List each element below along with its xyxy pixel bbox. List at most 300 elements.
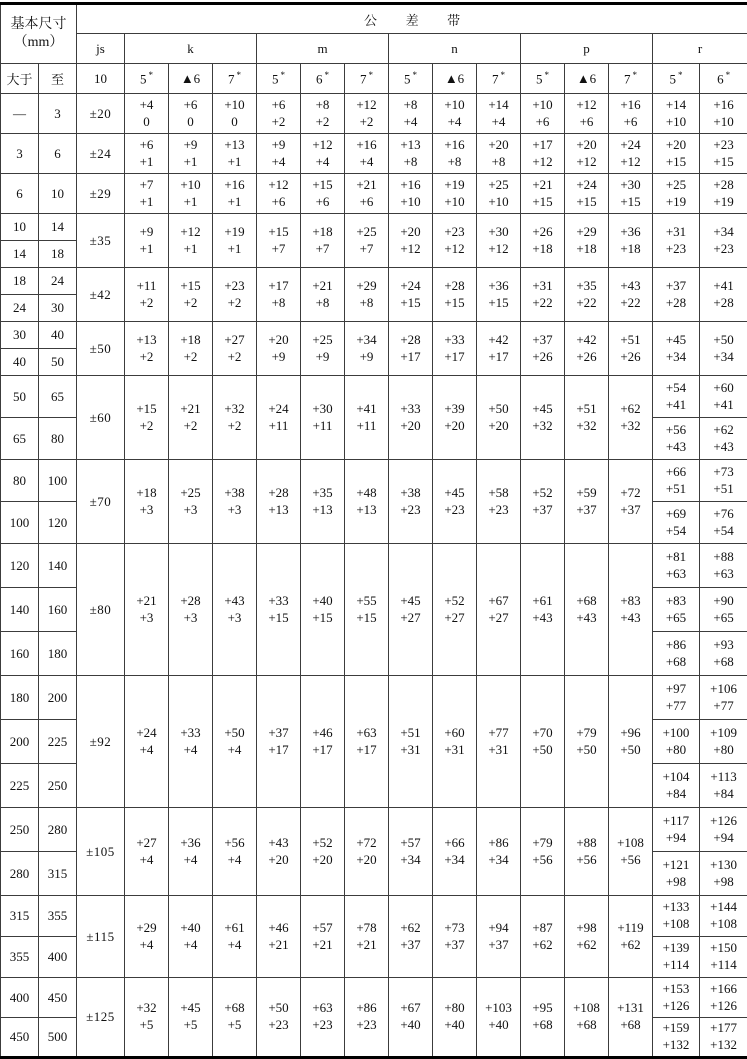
- tolerance-cell-p0: [521, 896, 565, 978]
- lower-deviation: 0: [187, 113, 194, 129]
- lower-deviation: +84: [665, 785, 687, 801]
- lower-deviation: +13: [312, 501, 333, 517]
- upper-deviation: +33: [268, 592, 289, 608]
- tolerance-cell-m0: [257, 460, 301, 544]
- size-to: 315: [39, 852, 77, 896]
- lower-deviation: +37: [620, 501, 641, 517]
- upper-deviation: +62: [713, 421, 734, 437]
- grade-header-n: 5 *: [389, 64, 433, 94]
- lower-deviation: +114: [710, 957, 737, 972]
- lower-deviation: +8: [491, 153, 506, 169]
- upper-deviation: +36: [620, 223, 641, 239]
- lower-deviation: +126: [710, 997, 738, 1013]
- upper-deviation: +109: [710, 724, 738, 740]
- tolerance-cell-r1: [700, 376, 747, 418]
- lower-deviation: +20: [356, 851, 377, 867]
- tolerance-cell-p0: [521, 808, 565, 896]
- tolerance-cell-p2: [609, 94, 653, 134]
- lower-deviation: +34: [400, 851, 421, 867]
- upper-deviation: +28: [444, 277, 465, 293]
- js-value: ±42: [77, 268, 125, 322]
- lower-deviation: +18: [532, 240, 553, 256]
- lower-deviation: +2: [271, 113, 286, 129]
- zone-header-k: k: [125, 34, 257, 64]
- lower-deviation: +63: [665, 565, 687, 581]
- upper-deviation: +50: [488, 400, 509, 416]
- tolerance-cell-n2: [477, 676, 521, 808]
- lower-deviation: +8: [271, 294, 286, 310]
- tolerance-cell-p1: [565, 808, 609, 896]
- lower-deviation: +18: [576, 240, 597, 256]
- lower-deviation: +11: [268, 417, 289, 433]
- upper-deviation: +153: [662, 980, 690, 996]
- tolerance-cell-m1: [301, 978, 345, 1058]
- tolerance-cell-m1: [301, 460, 345, 544]
- upper-deviation: +16: [444, 136, 465, 152]
- upper-deviation: +24: [576, 176, 597, 192]
- lower-deviation: +23: [268, 1017, 289, 1032]
- lower-deviation: +77: [665, 697, 687, 713]
- tolerance-cell-m1: [301, 214, 345, 268]
- star-marker: *: [324, 69, 329, 80]
- tolerance-cell-k2: [213, 214, 257, 268]
- tolerance-cell-m1: [301, 676, 345, 808]
- lower-deviation: +8: [447, 153, 462, 169]
- upper-deviation: +52: [532, 484, 553, 500]
- tolerance-cell-m0: [257, 676, 301, 808]
- upper-deviation: +66: [444, 834, 465, 850]
- grade-header-p: 7 *: [609, 64, 653, 94]
- upper-deviation: +39: [444, 400, 465, 416]
- tolerance-cell-k0: [125, 214, 169, 268]
- js-value: ±60: [77, 376, 125, 460]
- tolerance-cell-r0: [653, 376, 700, 418]
- lower-deviation: +23: [713, 240, 734, 256]
- lower-deviation: +21: [312, 936, 333, 952]
- tolerance-cell-r1: [700, 544, 747, 588]
- tolerance-cell-p0: [521, 322, 565, 376]
- lower-deviation: +94: [713, 829, 734, 845]
- tolerance-cell-r1: [700, 214, 747, 268]
- upper-deviation: +50: [224, 724, 245, 740]
- lower-deviation: +2: [183, 417, 198, 433]
- lower-deviation: +50: [620, 741, 641, 757]
- tolerance-cell-p1: [565, 268, 609, 322]
- tolerance-cell-n0: [389, 544, 433, 676]
- upper-deviation: +25: [665, 176, 687, 192]
- tolerance-cell-n2: [477, 94, 521, 134]
- upper-deviation: +117: [662, 812, 690, 828]
- size-to: 200: [39, 676, 77, 720]
- upper-deviation: +24: [620, 136, 641, 152]
- lower-deviation: +15: [488, 294, 509, 310]
- tolerance-cell-m1: [301, 268, 345, 322]
- tolerance-cell-r0: [653, 268, 700, 322]
- tolerance-cell-m1: [301, 896, 345, 978]
- tolerance-cell-m0: [257, 376, 301, 460]
- lower-deviation: +68: [532, 1017, 553, 1032]
- tolerance-cell-k1: [169, 808, 213, 896]
- tolerance-cell-p0: [521, 460, 565, 544]
- lower-deviation: +8: [359, 294, 374, 310]
- upper-deviation: +9: [271, 136, 286, 152]
- upper-deviation: +33: [444, 331, 465, 347]
- table-row: [1, 460, 747, 502]
- lower-deviation: +40: [444, 1017, 465, 1032]
- upper-deviation: +20: [665, 136, 687, 152]
- lower-deviation: +22: [532, 294, 553, 310]
- lower-deviation: +17: [444, 348, 465, 364]
- upper-deviation: +46: [268, 919, 289, 935]
- tolerance-cell-m2: [345, 268, 389, 322]
- lower-deviation: +54: [665, 522, 687, 538]
- upper-deviation: +131: [617, 1000, 644, 1016]
- tolerance-cell-m0: [257, 94, 301, 134]
- tolerance-cell-k2: [213, 808, 257, 896]
- lower-deviation: +43: [576, 609, 597, 625]
- upper-deviation: +37: [268, 724, 289, 740]
- tolerance-cell-n0: [389, 322, 433, 376]
- lower-deviation: +43: [713, 438, 734, 454]
- lower-deviation: +41: [713, 396, 734, 412]
- size-over: 280: [1, 852, 39, 896]
- lower-deviation: +62: [532, 936, 553, 952]
- upper-deviation: +67: [488, 592, 509, 608]
- tolerance-cell-m2: [345, 544, 389, 676]
- lower-deviation: +26: [620, 348, 641, 364]
- tolerance-cell-m0: [257, 174, 301, 214]
- upper-deviation: +62: [620, 400, 641, 416]
- tolerance-cell-p2: [609, 808, 653, 896]
- upper-deviation: +10: [224, 96, 245, 112]
- lower-deviation: +26: [576, 348, 597, 364]
- upper-deviation: +100: [662, 724, 690, 740]
- tolerance-cell-k2: [213, 676, 257, 808]
- tolerance-cell-n1: [433, 676, 477, 808]
- upper-deviation: +83: [665, 592, 687, 608]
- star-marker: *: [236, 69, 241, 80]
- upper-deviation: +43: [224, 592, 245, 608]
- zone-header-r: r: [653, 34, 747, 64]
- size-to: 450: [39, 978, 77, 1018]
- tolerance-cell-k0: [125, 978, 169, 1058]
- tolerance-cell-r0: [653, 322, 700, 376]
- upper-deviation: +18: [180, 331, 201, 347]
- upper-deviation: +58: [488, 484, 509, 500]
- upper-deviation: +6: [271, 96, 286, 112]
- tolerance-cell-r1: [700, 764, 747, 808]
- size-to: 400: [39, 937, 77, 978]
- tolerance-cell-r0: [653, 588, 700, 632]
- upper-deviation: +24: [400, 277, 421, 293]
- tolerance-cell-n0: [389, 214, 433, 268]
- tolerance-cell-k1: [169, 676, 213, 808]
- upper-deviation: +119: [617, 919, 644, 935]
- tolerance-cell-p2: [609, 268, 653, 322]
- size-over: 140: [1, 588, 39, 632]
- size-over: 65: [1, 418, 39, 460]
- tolerance-cell-p2: [609, 544, 653, 676]
- lower-deviation: +65: [713, 609, 734, 625]
- tolerance-cell-r1: [700, 134, 747, 174]
- upper-deviation: +68: [224, 1000, 245, 1016]
- tolerance-cell-k2: [213, 268, 257, 322]
- size-over: 200: [1, 720, 39, 764]
- star-marker: *: [632, 69, 637, 80]
- size-to: 80: [39, 418, 77, 460]
- lower-deviation: +21: [268, 936, 289, 952]
- upper-deviation: +72: [620, 484, 641, 500]
- tolerance-cell-r0: [653, 978, 700, 1018]
- basic-size-label: 基本尺寸: [10, 16, 67, 32]
- tolerance-cell-r1: [700, 502, 747, 544]
- tolerance-cell-n0: [389, 978, 433, 1058]
- upper-deviation: +79: [532, 834, 553, 850]
- upper-deviation: +144: [710, 899, 738, 915]
- lower-deviation: +12: [532, 153, 553, 169]
- upper-deviation: +48: [356, 484, 377, 500]
- upper-deviation: +16: [400, 176, 421, 192]
- grade-header-k: ▲6: [169, 64, 213, 94]
- upper-deviation: +98: [576, 919, 597, 935]
- table-row: [1, 174, 747, 214]
- size-to: 50: [39, 349, 77, 376]
- table-row: [1, 322, 747, 349]
- lower-deviation: +43: [620, 609, 641, 625]
- tolerance-cell-m2: [345, 808, 389, 896]
- js-value: ±92: [77, 676, 125, 808]
- tolerance-cell-p2: [609, 214, 653, 268]
- tolerance-cell-p1: [565, 978, 609, 1058]
- tolerance-cell-p2: [609, 322, 653, 376]
- tolerance-cell-p0: [521, 268, 565, 322]
- lower-deviation: +10: [713, 113, 734, 129]
- tolerance-cell-r0: [653, 676, 700, 720]
- table-row: [1, 676, 747, 720]
- tolerance-cell-m2: [345, 134, 389, 174]
- tolerance-cell-p0: [521, 174, 565, 214]
- upper-deviation: +14: [488, 96, 509, 112]
- upper-deviation: +16: [356, 136, 377, 152]
- table-row: [1, 268, 747, 295]
- lower-deviation: +43: [532, 609, 553, 625]
- size-over: 18: [1, 268, 39, 295]
- tolerance-cell-n2: [477, 978, 521, 1058]
- tolerance-cell-p2: [609, 134, 653, 174]
- upper-deviation: +28: [400, 331, 421, 347]
- zone-header-m: m: [257, 34, 389, 64]
- lower-deviation: +2: [227, 294, 242, 310]
- tolerance-cell-n0: [389, 896, 433, 978]
- upper-deviation: +21: [312, 277, 333, 293]
- upper-deviation: +69: [665, 505, 687, 521]
- lower-deviation: +11: [356, 417, 377, 433]
- tolerance-cell-m2: [345, 94, 389, 134]
- tolerance-cell-p2: [609, 376, 653, 460]
- tolerance-cell-k0: [125, 134, 169, 174]
- tolerance-cell-k1: [169, 214, 213, 268]
- lower-deviation: +80: [713, 741, 734, 757]
- size-over: —: [1, 94, 39, 134]
- upper-deviation: +38: [224, 484, 245, 500]
- lower-deviation: +12: [576, 153, 597, 169]
- lower-deviation: +1: [227, 193, 242, 209]
- tolerance-cell-r1: [700, 720, 747, 764]
- tolerance-cell-k1: [169, 544, 213, 676]
- lower-deviation: +8: [315, 294, 330, 310]
- upper-deviation: +61: [224, 919, 245, 935]
- upper-deviation: +60: [444, 724, 465, 740]
- size-over: 225: [1, 764, 39, 808]
- lower-deviation: +51: [713, 480, 734, 496]
- lower-deviation: +7: [315, 240, 330, 256]
- tolerance-band-header: 公差带: [77, 4, 747, 34]
- tolerance-cell-n0: [389, 460, 433, 544]
- upper-deviation: +51: [576, 400, 597, 416]
- lower-deviation: 0: [143, 113, 150, 129]
- lower-deviation: +10: [488, 193, 509, 209]
- tolerance-cell-n1: [433, 174, 477, 214]
- tolerance-cell-p2: [609, 676, 653, 808]
- upper-deviation: +34: [713, 223, 734, 239]
- upper-deviation: +10: [444, 96, 465, 112]
- upper-deviation: +95: [532, 1000, 553, 1016]
- lower-deviation: +7: [271, 240, 286, 256]
- upper-deviation: +88: [713, 548, 734, 564]
- upper-deviation: +56: [665, 421, 687, 437]
- upper-deviation: +15: [268, 223, 289, 239]
- lower-deviation: +2: [315, 113, 330, 129]
- lower-deviation: +15: [713, 153, 734, 169]
- tolerance-cell-m0: [257, 214, 301, 268]
- tolerance-cell-n0: [389, 134, 433, 174]
- lower-deviation: +20: [312, 851, 333, 867]
- upper-deviation: +59: [576, 484, 597, 500]
- tolerance-cell-m1: [301, 376, 345, 460]
- tolerance-cell-r0: [653, 214, 700, 268]
- upper-deviation: +45: [400, 592, 421, 608]
- upper-deviation: +52: [444, 592, 465, 608]
- lower-deviation: +6: [359, 193, 374, 209]
- to-header: 至: [39, 64, 77, 94]
- lower-deviation: +12: [488, 240, 509, 256]
- tolerance-cell-p2: [609, 174, 653, 214]
- table-row: [1, 134, 747, 174]
- upper-deviation: +56: [224, 834, 245, 850]
- grade-header-m: 5 *: [257, 64, 301, 94]
- tolerance-cell-k2: [213, 460, 257, 544]
- tolerance-cell-k0: [125, 376, 169, 460]
- lower-deviation: +9: [359, 348, 374, 364]
- size-over: 100: [1, 502, 39, 544]
- lower-deviation: +108: [662, 916, 690, 931]
- lower-deviation: +5: [139, 1017, 154, 1032]
- upper-deviation: +68: [576, 592, 597, 608]
- lower-deviation: +17: [312, 741, 333, 757]
- tolerance-cell-r1: [700, 174, 747, 214]
- size-to: 250: [39, 764, 77, 808]
- upper-deviation: +42: [488, 331, 509, 347]
- tolerance-cell-m0: [257, 808, 301, 896]
- upper-deviation: +8: [403, 96, 418, 112]
- upper-deviation: +159: [662, 1020, 690, 1036]
- lower-deviation: +56: [620, 851, 641, 867]
- tolerance-cell-k1: [169, 94, 213, 134]
- lower-deviation: +31: [400, 741, 421, 757]
- star-marker: *: [148, 69, 153, 80]
- tolerance-cell-p0: [521, 94, 565, 134]
- upper-deviation: +20: [576, 136, 597, 152]
- upper-deviation: +52: [312, 834, 333, 850]
- upper-deviation: +103: [485, 1000, 512, 1016]
- size-to: 30: [39, 295, 77, 322]
- tolerance-cell-r0: [653, 94, 700, 134]
- lower-deviation: +4: [139, 936, 154, 952]
- tolerance-cell-r0: [653, 720, 700, 764]
- lower-deviation: +54: [713, 522, 734, 538]
- grade-header-k: 7 *: [213, 64, 257, 94]
- tolerance-cell-m1: [301, 808, 345, 896]
- js-value: ±24: [77, 134, 125, 174]
- size-over: 120: [1, 544, 39, 588]
- tolerance-cell-n2: [477, 376, 521, 460]
- tolerance-cell-n0: [389, 376, 433, 460]
- upper-deviation: +90: [713, 592, 734, 608]
- upper-deviation: +63: [356, 724, 377, 740]
- lower-deviation: +68: [576, 1017, 597, 1032]
- upper-deviation: +177: [710, 1020, 738, 1036]
- upper-deviation: +55: [356, 592, 377, 608]
- lower-deviation: +27: [488, 609, 509, 625]
- upper-deviation: +97: [665, 680, 687, 696]
- lower-deviation: +15: [268, 609, 289, 625]
- upper-deviation: +45: [444, 484, 465, 500]
- tolerance-cell-m0: [257, 134, 301, 174]
- upper-deviation: +12: [576, 96, 597, 112]
- upper-deviation: +104: [662, 768, 690, 784]
- upper-deviation: +61: [532, 592, 553, 608]
- lower-deviation: +6: [315, 193, 330, 209]
- tolerance-cell-n1: [433, 460, 477, 544]
- lower-deviation: +4: [359, 153, 374, 169]
- lower-deviation: +62: [620, 936, 641, 952]
- upper-deviation: +94: [488, 919, 509, 935]
- tolerance-cell-k0: [125, 544, 169, 676]
- upper-deviation: +93: [713, 636, 734, 652]
- upper-deviation: +133: [662, 899, 690, 915]
- upper-deviation: +32: [136, 1000, 157, 1016]
- upper-deviation: +28: [180, 592, 201, 608]
- upper-deviation: +83: [620, 592, 641, 608]
- lower-deviation: +12: [400, 240, 421, 256]
- upper-deviation: +34: [356, 331, 377, 347]
- tolerance-cell-n1: [433, 134, 477, 174]
- tolerance-cell-m2: [345, 676, 389, 808]
- lower-deviation: +9: [271, 348, 286, 364]
- lower-deviation: +4: [271, 153, 286, 169]
- tolerance-cell-n0: [389, 268, 433, 322]
- lower-deviation: +17: [268, 741, 289, 757]
- tolerance-cell-k1: [169, 460, 213, 544]
- upper-deviation: +40: [180, 919, 201, 935]
- grade-header-m: 6 *: [301, 64, 345, 94]
- js-value: ±35: [77, 214, 125, 268]
- size-over: 40: [1, 349, 39, 376]
- upper-deviation: +16: [620, 96, 641, 112]
- lower-deviation: +9: [315, 348, 330, 364]
- lower-deviation: +2: [139, 294, 154, 310]
- upper-deviation: +51: [400, 724, 421, 740]
